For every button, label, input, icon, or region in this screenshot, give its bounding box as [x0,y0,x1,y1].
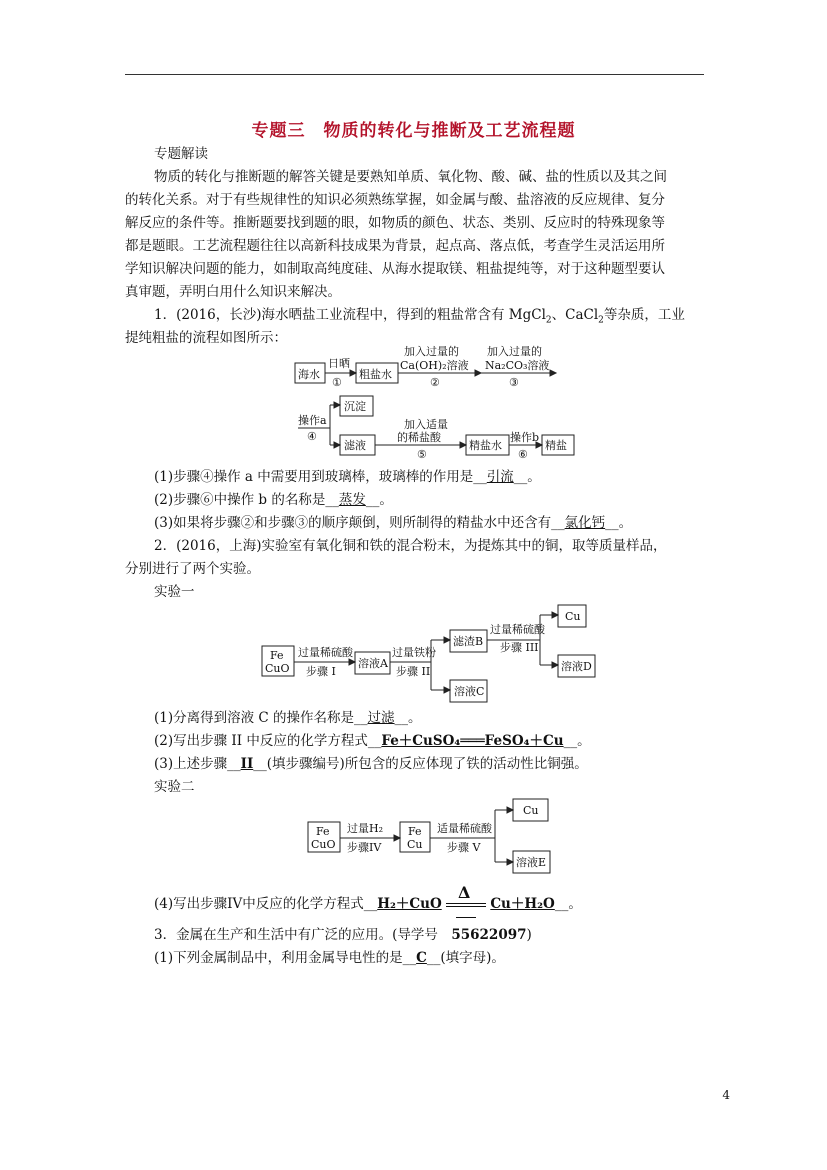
cu-box: Cu [523,804,539,817]
step-label: 步骤 III [500,641,539,654]
answer: 引流 [486,469,514,485]
q2-sub4: (4)写出步骤IV中反应的化学方程式__H₂＋CuO Δ Cu＋H₂O__。 [154,893,582,916]
filtrate-box: 滤液 [344,439,366,452]
fe-label: Fe [270,649,284,662]
intro-line: 都是题眼。工艺流程题往往以高新科技成果为背景，起点高、落点低，考查学生灵活运用所 [125,238,665,254]
add-2b: Na₂CO₃溶液 [485,359,550,372]
answer: Fe＋CuSO₄═══FeSO₄＋Cu [381,733,564,749]
step-5: ⑤ [417,448,427,461]
q2-stem: 2．(2016，上海)实验室有氧化铜和铁的混合粉末，为提炼其中的铜，取等质量样品， [154,538,667,554]
h2-label: 过量H₂ [347,822,384,835]
cu-label: Cu [407,838,423,851]
step-6: ⑥ [518,448,528,461]
answer: II [240,756,254,772]
step-1: ① [332,376,342,389]
intro-heading: 专题解读 [154,146,208,162]
q1-sub1: (1)步骤④操作 a 中需要用到玻璃棒，玻璃棒的作用是__引流__。 [154,469,541,485]
add-2a: 加入过量的 [487,345,542,358]
cuo-label: CuO [265,662,290,675]
acid-label: 适量稀硫酸 [437,822,492,835]
q1-stem-line2: 提纯粗盐的流程如图所示： [125,330,287,346]
cuo-label: CuO [311,838,336,851]
page-title: 专题三 物质的转化与推断及工艺流程题 [251,121,576,141]
q2-sub2: (2)写出步骤 II 中反应的化学方程式__Fe＋CuSO₄═══FeSO₄＋Cu__。 [154,733,591,749]
q2-stem-line2: 分别进行了两个实验。 [125,561,260,577]
cu-box: Cu [565,610,581,623]
solution-e-box: 溶液E [516,856,547,869]
precipitate-box: 沉淀 [344,400,366,413]
solution-a-box: 溶液A [358,657,388,670]
step-4: ④ [307,430,317,443]
q3-sub1: (1)下列金属制品中，利用金属导电性的是__C__(填字母)。 [154,950,505,966]
intro-line: 物质的转化与推断题的解答关键是要熟知单质、氧化物、酸、碱、盐的性质以及其之间 [154,169,667,185]
step-2: ② [430,376,440,389]
step-label: 步骤 I [306,665,336,678]
add-3a: 加入适量 [404,418,448,431]
step-3: ③ [509,376,519,389]
step-label: 步骤 V [447,841,481,854]
intro-line: 真审题，弄明白用什么知识来解决。 [125,284,341,300]
heating-equals-sign [446,882,486,915]
pure-salt-box: 精盐 [545,439,567,452]
q1-sub2: (2)步骤⑥中操作 b 的名称是__蒸发__。 [154,492,393,508]
q1-sub3: (3)如果将步骤②和步骤③的顺序颠倒，则所制得的精盐水中还含有__氯化钙__。 [154,515,633,531]
acid-label: 过量稀硫酸 [298,646,353,659]
op-b-label: 操作b [510,431,540,444]
op-a-label: 操作a [298,414,327,427]
experiment-1-label: 实验一 [154,584,195,600]
intro-line: 学知识解决问题的能力，如制取高纯度硅、从海水提取镁、粗盐提纯等，对于这种题型要认 [125,261,665,277]
answer: 蒸发 [338,492,366,508]
delta-symbol: Δ [458,882,471,902]
page-number: 4 [722,1088,730,1102]
crude-brine-box: 粗盐水 [359,368,392,381]
sun-label: 日晒 [328,357,350,370]
pure-brine-box: 精盐水 [469,439,502,452]
fe-label: Fe [316,825,330,838]
add-1b: Ca(OH)₂溶液 [400,359,469,372]
solution-d-box: 溶液D [561,660,592,673]
guide-number: 55622097 [451,927,527,943]
add-1a: 加入过量的 [404,345,459,358]
answer: Cu＋H₂O [490,896,555,912]
intro-line: 解反应的条件等。推断题要找到题的眼，如物质的颜色、状态、类别、反应时的特殊现象等 [125,215,665,231]
acid-label: 过量稀硫酸 [490,623,545,636]
intro-line: 的转化关系。对于有些规律性的知识必须熟练掌握，如金属与酸、盐溶液的反应规律、复分 [125,192,665,208]
iron-label: 过量铁粉 [392,646,436,659]
solution-c-box: 溶液C [454,685,485,698]
q2-sub1: (1)分离得到溶液 C 的操作名称是__过滤__。 [154,710,422,726]
residue-b-box: 滤渣B [453,635,484,648]
fe-label: Fe [408,825,422,838]
answer: C [416,950,427,966]
q1-stem: 1．(2016，长沙)海水晒盐工业流程中，得到的粗盐常含有 MgCl$_2$、CaCl$_2$等杂质，工业 [154,307,685,326]
experiment-2-label: 实验二 [154,779,195,795]
answer: 氯化钙 [564,515,606,531]
answer: H₂＋CuO [377,896,442,912]
q2-sub3: (3)上述步骤__II__(填步骤编号)所包含的反应体现了铁的活动性比铜强。 [154,756,588,772]
add-3b: 的稀盐酸 [397,431,441,444]
answer: 过滤 [367,710,395,726]
step-label: 步骤 II [396,665,431,678]
seawater-label: 海水 [298,368,320,381]
step-label: 步骤IV [347,841,382,854]
q3-stem: 3．金属在生产和生活中有广泛的应用。(导学号 55622097) [154,927,532,943]
